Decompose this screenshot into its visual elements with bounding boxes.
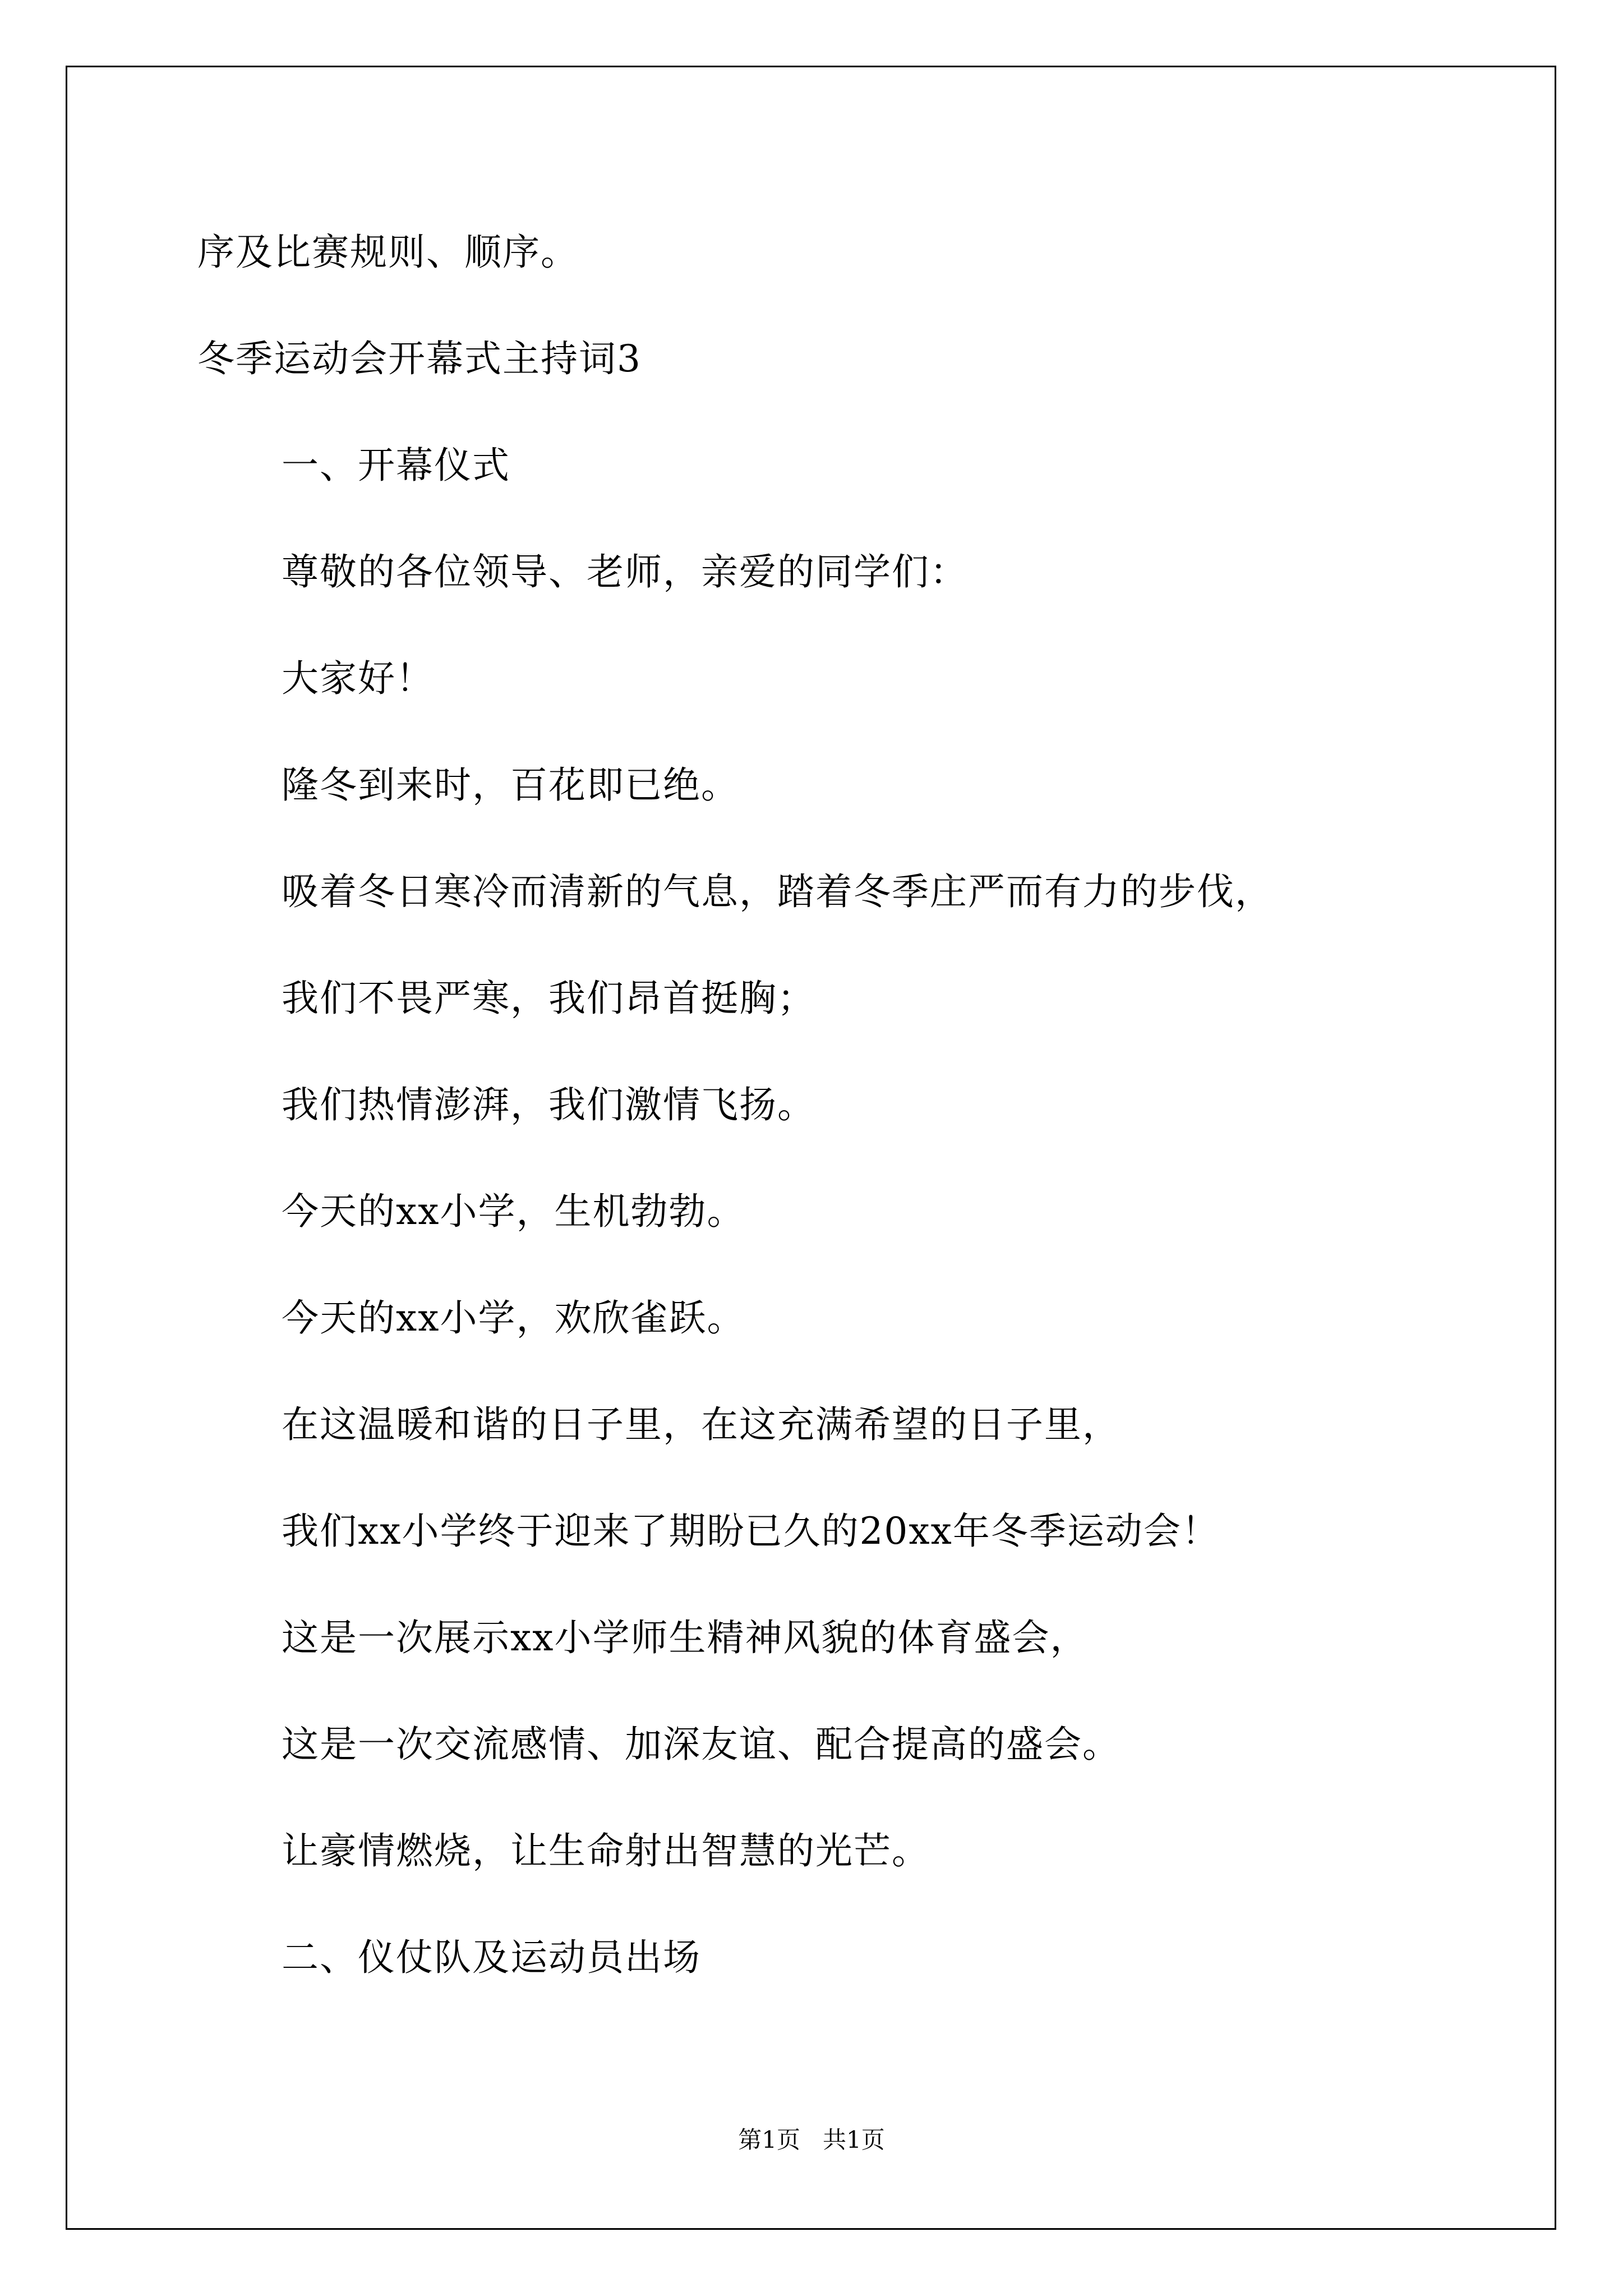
text-line: 这是一次展示xx小学师生精神风貌的体育盛会， bbox=[282, 1616, 1089, 1659]
text-line: 我们xx小学终于迎来了期盼已久的20xx年冬季运动会！ bbox=[282, 1510, 1220, 1553]
page-border bbox=[66, 66, 1556, 2230]
text-line: 这是一次交流感情、加深友谊、配合提高的盛会。 bbox=[282, 1723, 1121, 1766]
text-line: 在这温暖和谐的日子里，在这充满希望的日子里， bbox=[282, 1403, 1121, 1446]
page-number-footer: 第1页 共1页 bbox=[738, 2126, 885, 2154]
text-line-greeting: 尊敬的各位领导、老师，亲爱的同学们： bbox=[282, 550, 968, 593]
section-heading-procession: 二、仪仗队及运动员出场 bbox=[282, 1936, 701, 1979]
section-heading-opening-ceremony: 一、开幕仪式 bbox=[282, 444, 510, 487]
text-line: 今天的xx小学，欢欣雀跃。 bbox=[282, 1296, 745, 1340]
text-line: 让豪情燃烧，让生命射出智慧的光芒。 bbox=[282, 1829, 930, 1872]
text-line-hello: 大家好！ bbox=[282, 657, 434, 700]
text-line: 隆冬到来时，百花即已绝。 bbox=[282, 763, 739, 807]
text-line: 我们不畏严寒，我们昂首挺胸； bbox=[282, 977, 815, 1020]
document-title: 冬季运动会开幕式主持词3 bbox=[197, 337, 642, 380]
text-line: 今天的xx小学，生机勃勃。 bbox=[282, 1190, 745, 1233]
text-line-continuation: 序及比赛规则、顺序。 bbox=[197, 231, 579, 274]
text-line: 吸着冬日寒冷而清新的气息，踏着冬季庄严而有力的步伐， bbox=[282, 870, 1273, 913]
text-line: 我们热情澎湃，我们激情飞扬。 bbox=[282, 1083, 815, 1126]
